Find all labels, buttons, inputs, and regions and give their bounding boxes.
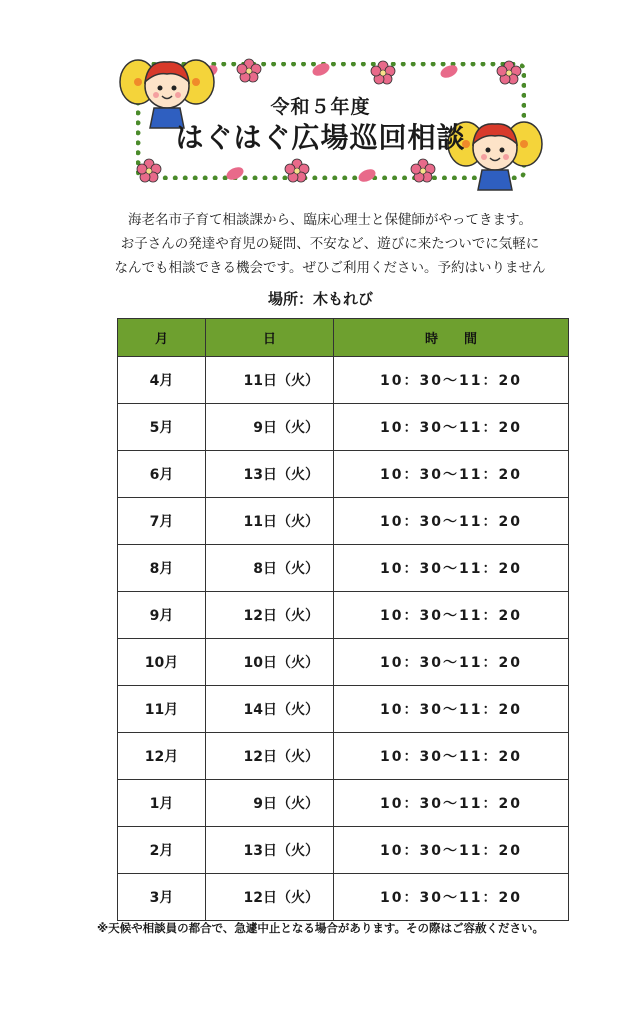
time-cell: 10：30～11：20 bbox=[334, 451, 569, 498]
flower-icon bbox=[410, 158, 436, 184]
day-cell: 13日（火） bbox=[206, 451, 334, 498]
schedule-body bbox=[118, 357, 569, 921]
schedule-table bbox=[117, 318, 569, 921]
day-cell: 10日（火） bbox=[206, 639, 334, 686]
table-header-row bbox=[118, 319, 569, 357]
table-row bbox=[118, 827, 569, 874]
day-cell: 9日（火） bbox=[206, 780, 334, 827]
flower-icon bbox=[370, 60, 396, 86]
time-cell: 10：30～11：20 bbox=[334, 639, 569, 686]
intro-line-2: お子さんの発達や育児の疑問、不安など、遊びに来たついでに気軽に bbox=[120, 236, 540, 252]
table-row bbox=[118, 498, 569, 545]
time-cell: 10：30～11：20 bbox=[334, 733, 569, 780]
day-cell: 11日（火） bbox=[206, 357, 334, 404]
time-cell: 10：30～11：20 bbox=[334, 874, 569, 921]
page-title: はぐはぐ広場巡回相談 bbox=[175, 121, 466, 154]
time-cell: 10：30～11：20 bbox=[334, 686, 569, 733]
table-row bbox=[118, 357, 569, 404]
month-cell: 10月 bbox=[118, 639, 206, 686]
day-cell: 11日（火） bbox=[206, 498, 334, 545]
month-cell: 2月 bbox=[118, 827, 206, 874]
day-cell: 8日（火） bbox=[206, 545, 334, 592]
table-row bbox=[118, 686, 569, 733]
month-cell: 5月 bbox=[118, 404, 206, 451]
flower-icon bbox=[496, 60, 522, 86]
table-row bbox=[118, 639, 569, 686]
table-row bbox=[118, 404, 569, 451]
intro-line-1: 海老名市子育て相談課から、臨床心理士と保健師がやってきます。 bbox=[128, 212, 532, 228]
day-cell: 9日（火） bbox=[206, 404, 334, 451]
title-line-1: 令和５年度 bbox=[270, 96, 371, 118]
table-row bbox=[118, 451, 569, 498]
flower-icon bbox=[284, 158, 310, 184]
month-cell: 1月 bbox=[118, 780, 206, 827]
time-cell: 10：30～11：20 bbox=[334, 357, 569, 404]
day-cell: 14日（火） bbox=[206, 686, 334, 733]
day-cell: 12日（火） bbox=[206, 874, 334, 921]
time-cell: 10：30～11：20 bbox=[334, 545, 569, 592]
header-month: 月 bbox=[118, 319, 206, 357]
month-cell: 11月 bbox=[118, 686, 206, 733]
table-row bbox=[118, 592, 569, 639]
day-cell: 13日（火） bbox=[206, 827, 334, 874]
month-cell: 12月 bbox=[118, 733, 206, 780]
footnote: ※天候や相談員の都合で、急遽中止となる場合があります。その際はご容赦ください。 bbox=[96, 921, 545, 935]
month-cell: 7月 bbox=[118, 498, 206, 545]
day-cell: 12日（火） bbox=[206, 592, 334, 639]
time-cell: 10：30～11：20 bbox=[334, 780, 569, 827]
month-cell: 9月 bbox=[118, 592, 206, 639]
day-cell: 12日（火） bbox=[206, 733, 334, 780]
time-cell: 10：30～11：20 bbox=[334, 592, 569, 639]
table-row bbox=[118, 780, 569, 827]
intro-line-3: なんでも相談できる機会です。ぜひご利用ください。予約はいりません bbox=[114, 260, 546, 276]
time-cell: 10：30～11：20 bbox=[334, 404, 569, 451]
time-cell: 10：30～11：20 bbox=[334, 827, 569, 874]
month-cell: 4月 bbox=[118, 357, 206, 404]
table-row bbox=[118, 874, 569, 921]
flower-icon bbox=[136, 158, 162, 184]
location-label: 場所：木もれび bbox=[267, 290, 373, 308]
flower-icon bbox=[236, 58, 262, 84]
header-day: 日 bbox=[206, 319, 334, 357]
month-cell: 6月 bbox=[118, 451, 206, 498]
month-cell: 8月 bbox=[118, 545, 206, 592]
table-row bbox=[118, 545, 569, 592]
header-time: 時 間 bbox=[334, 319, 569, 357]
month-cell: 3月 bbox=[118, 874, 206, 921]
time-cell: 10：30～11：20 bbox=[334, 498, 569, 545]
table-row bbox=[118, 733, 569, 780]
